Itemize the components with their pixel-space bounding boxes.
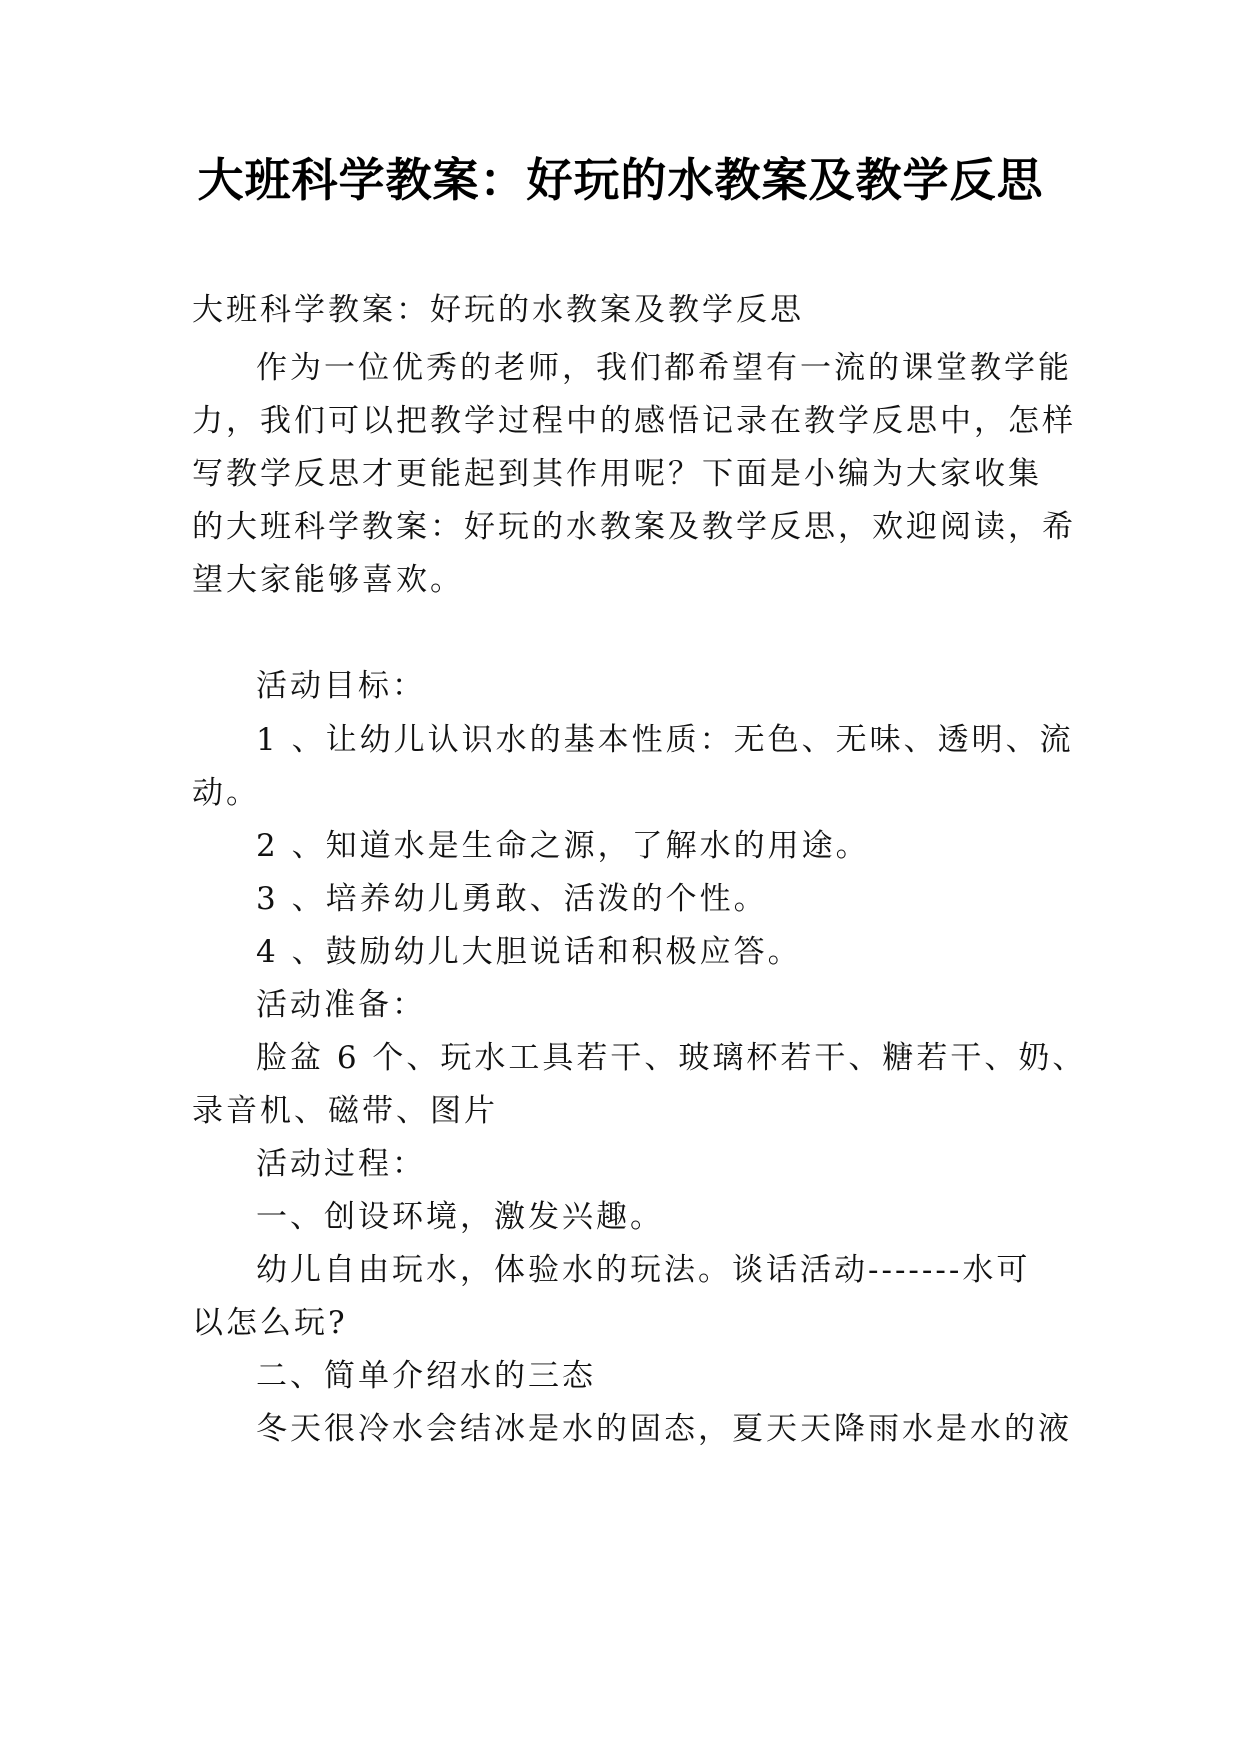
intro-heading-line: 大班科学教案：好玩的水教案及教学反思 [192, 292, 804, 328]
paragraph-line: 写教学反思才更能起到其作用呢？下面是小编为大家收集 [192, 456, 1042, 492]
section-heading: 活动目标： [256, 668, 426, 704]
document-title: 大班科学教案：好玩的水教案及教学反思 [197, 153, 1044, 207]
paragraph-line: 作为一位优秀的老师，我们都希望有一流的课堂教学能 [256, 350, 1072, 386]
paragraph-line: 幼儿自由玩水，体验水的玩法。谈话活动-------水可 [256, 1252, 1031, 1288]
section-heading: 活动准备： [256, 987, 426, 1023]
step-heading: 一、创设环境，激发兴趣。 [256, 1199, 664, 1235]
list-item: 2 、知道水是生命之源，了解水的用途。 [256, 828, 870, 864]
list-item: 1 、让幼儿认识水的基本性质：无色、无味、透明、流 [256, 722, 1074, 758]
list-item: 4 、鼓励幼儿大胆说话和积极应答。 [256, 934, 802, 970]
paragraph-line: 的大班科学教案：好玩的水教案及教学反思，欢迎阅读，希 [192, 509, 1076, 545]
list-item-continuation: 动。 [192, 775, 260, 811]
paragraph-line: 望大家能够喜欢。 [192, 562, 464, 598]
paragraph-line: 冬天很冷水会结冰是水的固态，夏天天降雨水是水的液 [256, 1411, 1072, 1447]
paragraph-line: 脸盆 6 个、玩水工具若干、玻璃杯若干、糖若干、奶、 [256, 1040, 1087, 1076]
section-heading: 活动过程： [256, 1146, 426, 1182]
list-item: 3 、培养幼儿勇敢、活泼的个性。 [256, 881, 768, 917]
step-heading: 二、简单介绍水的三态 [256, 1358, 596, 1394]
paragraph-line: 力，我们可以把教学过程中的感悟记录在教学反思中，怎样 [192, 403, 1076, 439]
paragraph-line: 以怎么玩? [192, 1305, 348, 1341]
paragraph-line: 录音机、磁带、图片 [192, 1093, 498, 1129]
